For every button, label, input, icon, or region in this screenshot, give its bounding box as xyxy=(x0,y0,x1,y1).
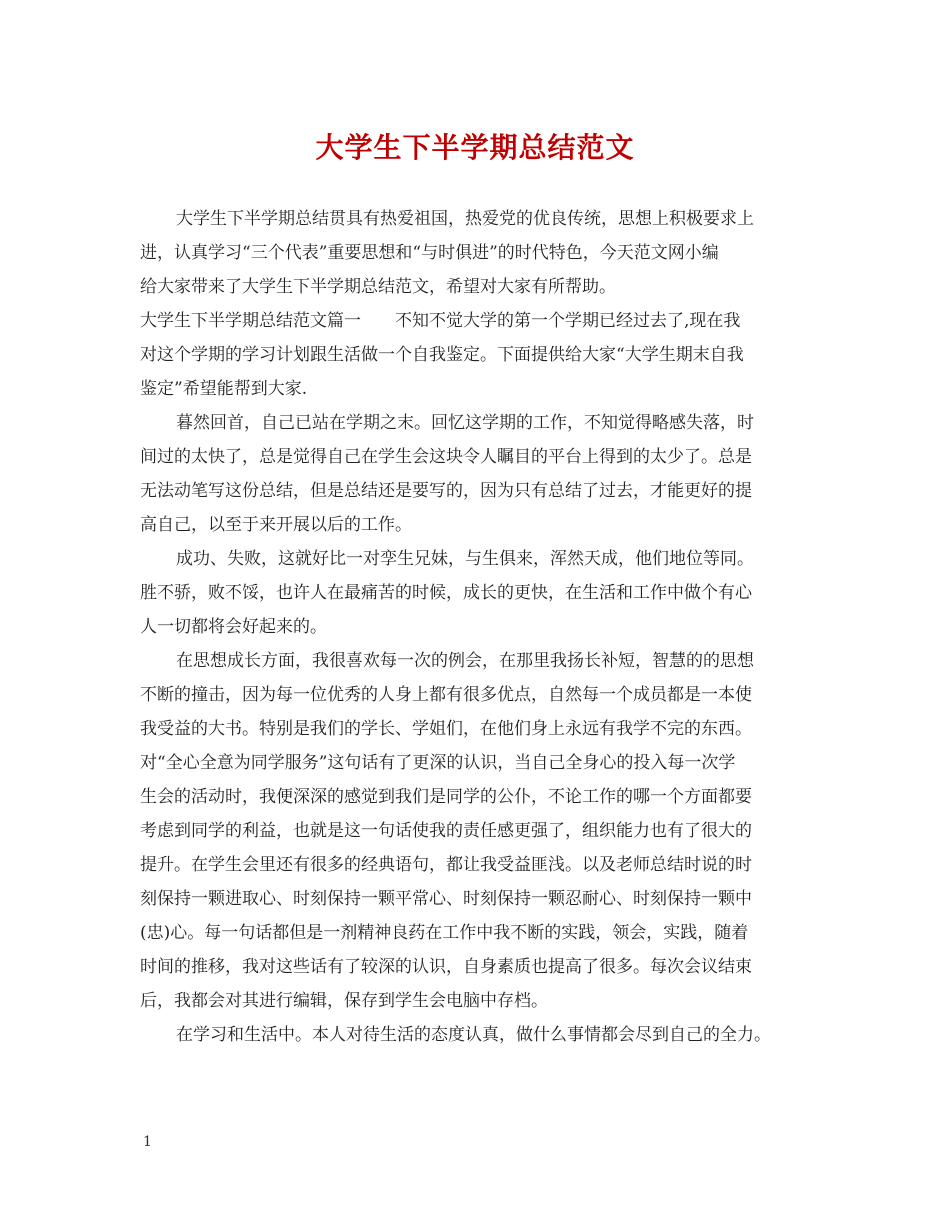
body-line: 在思想成长方面，我很喜欢每一次的例会，在那里我扬长补短，智慧的的思想 xyxy=(176,651,754,671)
body-line: 无法动笔写这份总结，但是总结还是要写的，因为只有总结了过去，才能更好的提 xyxy=(140,481,752,501)
body-line: 胜不骄，败不馁，也许人在最痛苦的时候，成长的更快，在生活和工作中做个有心 xyxy=(140,583,752,603)
body-line: 鉴定”希望能帮到大家. xyxy=(140,379,308,399)
body-line: (忠)心。每一句话都但是一剂精神良药在工作中我不断的实践，领会，实践，随着 xyxy=(140,923,749,943)
document-title: 大学生下半学期总结范文 xyxy=(315,131,635,164)
body-line: 成功、失败，这就好比一对孪生兄妹，与生俱来，浑然天成，他们地位等同。 xyxy=(176,549,754,569)
body-line: 在学习和生活中。本人对待生活的态度认真，做什么事情都会尽到自己的全力。 xyxy=(176,1025,771,1045)
body-line: 后，我都会对其进行编辑，保存到学生会电脑中存档。 xyxy=(140,991,548,1011)
body-line: 我受益的大书。特别是我们的学长、学姐们，在他们身上永远有我学不完的东西。 xyxy=(140,719,752,739)
body-line: 不断的撞击，因为每一位优秀的人身上都有很多优点，自然每一个成员都是一本使 xyxy=(140,685,752,705)
body-line-with-heading xyxy=(140,304,812,338)
body-line: 给大家带来了大学生下半学期总结范文，希望对大家有所帮助。 xyxy=(140,277,616,297)
body-line: 对“全心全意为同学服务”这句话有了更深的认识，当自己全身心的投入每一次学 xyxy=(140,753,736,773)
section-text: 不知不觉大学的第一个学期已经过去了,现在我 xyxy=(395,311,741,331)
page-number: 1 xyxy=(143,1134,152,1150)
body-line: 大学生下半学期总结贯具有热爱祖国，热爱党的优良传统，思想上积极要求上 xyxy=(176,209,754,229)
body-line: 提升。在学生会里还有很多的经典语句，都让我受益匪浅。以及老师总结时说的时 xyxy=(140,855,752,875)
section-heading: 大学生下半学期总结范文篇一 xyxy=(140,311,361,331)
document-body xyxy=(140,202,812,1052)
body-line: 进，认真学习“三个代表”重要思想和“与时俱进”的时代特色，今天范文网小编 xyxy=(140,243,719,263)
body-line: 生会的活动时，我便深深的感觉到我们是同学的公仆，不论工作的哪一个方面都要 xyxy=(140,787,752,807)
body-line: 考虑到同学的利益，也就是这一句话使我的责任感更强了，组织能力也有了很大的 xyxy=(140,821,752,841)
body-line: 高自己，以至于来开展以后的工作。 xyxy=(140,515,412,535)
body-line: 时间的推移，我对这些话有了较深的认识，自身素质也提高了很多。每次会议结束 xyxy=(140,957,752,977)
body-line: 刻保持一颗进取心、时刻保持一颗平常心、时刻保持一颗忍耐心、时刻保持一颗中 xyxy=(140,889,752,909)
body-line: 对这个学期的学习计划跟生活做一个自我鉴定。下面提供给大家“大学生期末自我 xyxy=(140,345,744,365)
body-line: 人一切都将会好起来的。 xyxy=(140,617,327,637)
body-line: 暮然回首，自己已站在学期之末。回忆这学期的工作，不知觉得略感失落，时 xyxy=(176,413,754,433)
body-line: 间过的太快了，总是觉得自己在学生会这块令人瞩目的平台上得到的太少了。总是 xyxy=(140,447,752,467)
